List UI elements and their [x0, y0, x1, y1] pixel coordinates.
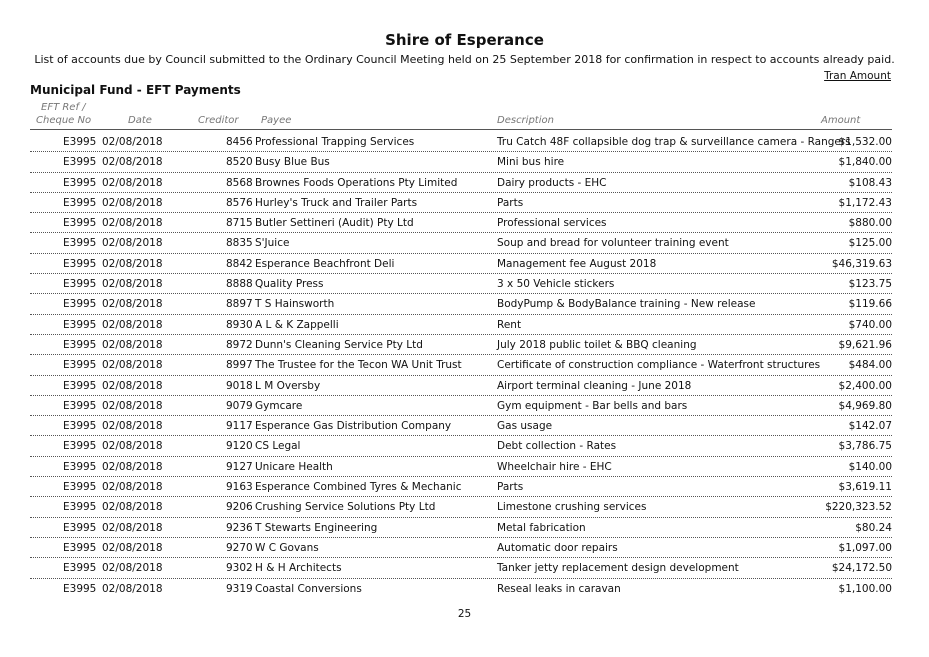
header-creditor: Creditor: [198, 115, 239, 126]
creditor-cell: 8568: [226, 176, 253, 189]
ref-cell: E3995: [63, 521, 97, 534]
amount-cell: $142.07: [848, 420, 892, 433]
ref-cell: E3995: [63, 582, 97, 595]
date-cell: 02/08/2018: [102, 379, 163, 392]
date-cell: 02/08/2018: [102, 298, 163, 311]
table-row: [30, 376, 892, 396]
payee-cell: Crushing Service Solutions Pty Ltd: [255, 501, 436, 514]
date-cell: 02/08/2018: [102, 501, 163, 514]
table-row: [30, 396, 892, 416]
payee-cell: Gymcare: [255, 399, 303, 412]
payee-cell: Busy Blue Bus: [255, 156, 330, 169]
description-cell: Airport terminal cleaning - June 2018: [497, 379, 692, 392]
amount-cell: $1,840.00: [838, 156, 892, 169]
table-row: [30, 274, 892, 294]
amount-cell: $1,097.00: [838, 541, 892, 554]
description-cell: Soup and bread for volunteer training event: [497, 237, 729, 250]
table-row: [30, 132, 892, 152]
description-cell: Management fee August 2018: [497, 257, 657, 270]
payee-cell: W C Govans: [255, 541, 319, 554]
ref-cell: E3995: [63, 196, 97, 209]
date-cell: 02/08/2018: [102, 338, 163, 351]
amount-cell: $108.43: [848, 176, 892, 189]
date-cell: 02/08/2018: [102, 237, 163, 250]
header-description: Description: [497, 115, 554, 126]
creditor-cell: 8897: [226, 298, 253, 311]
payee-cell: Unicare Health: [255, 460, 333, 473]
description-cell: Gym equipment - Bar bells and bars: [497, 399, 688, 412]
date-cell: 02/08/2018: [102, 136, 163, 148]
table-row: [30, 416, 892, 436]
section-title: Municipal Fund - EFT Payments: [30, 83, 241, 97]
payments-table: [30, 132, 892, 599]
creditor-cell: 8842: [226, 257, 253, 270]
creditor-cell: 9120: [226, 440, 253, 453]
creditor-cell: 8930: [226, 318, 253, 331]
date-cell: 02/08/2018: [102, 521, 163, 534]
table-row: [30, 558, 892, 578]
date-cell: 02/08/2018: [102, 582, 163, 595]
table-row: [30, 152, 892, 172]
creditor-cell: 9302: [226, 562, 253, 575]
description-cell: Parts: [497, 481, 524, 494]
ref-cell: E3995: [63, 359, 97, 372]
header-ref-line1: EFT Ref /: [41, 102, 86, 113]
ref-cell: E3995: [63, 440, 97, 453]
amount-cell: $4,969.80: [838, 399, 892, 412]
ref-cell: E3995: [63, 217, 97, 230]
tran-amount-label: Tran Amount: [824, 70, 891, 82]
date-cell: 02/08/2018: [102, 156, 163, 169]
creditor-cell: 8715: [226, 217, 253, 230]
description-cell: Wheelchair hire - EHC: [497, 460, 612, 473]
payee-cell: T Stewarts Engineering: [255, 521, 378, 534]
table-row: [30, 213, 892, 233]
date-cell: 02/08/2018: [102, 420, 163, 433]
description-cell: Rent: [497, 318, 522, 331]
description-cell: Tanker jetty replacement design development: [497, 562, 739, 575]
payee-cell: Coastal Conversions: [255, 582, 362, 595]
payee-cell: Esperance Combined Tyres & Mechanic: [255, 481, 462, 494]
amount-cell: $2,400.00: [838, 379, 892, 392]
amount-cell: $220,323.52: [825, 501, 892, 514]
date-cell: 02/08/2018: [102, 278, 163, 291]
payee-cell: CS Legal: [255, 440, 301, 453]
header-amount: Amount: [821, 115, 861, 126]
amount-cell: $123.75: [848, 278, 892, 291]
table-row: [30, 477, 892, 497]
table-row: [30, 294, 892, 314]
page-number: 25: [457, 608, 472, 620]
date-cell: 02/08/2018: [102, 481, 163, 494]
creditor-cell: 9319: [226, 582, 253, 595]
ref-cell: E3995: [63, 501, 97, 514]
date-cell: 02/08/2018: [102, 257, 163, 270]
description-cell: Automatic door repairs: [497, 541, 618, 554]
amount-cell: $3,619.11: [838, 481, 892, 494]
creditor-cell: 8997: [226, 359, 253, 372]
ref-cell: E3995: [63, 338, 97, 351]
creditor-cell: 8576: [226, 196, 253, 209]
description-cell: BodyPump & BodyBalance training - New release: [497, 298, 756, 311]
page-title: Shire of Esperance: [385, 31, 544, 49]
date-cell: 02/08/2018: [102, 541, 163, 554]
amount-cell: $740.00: [848, 318, 892, 331]
payee-cell: Hurley's Truck and Trailer Parts: [255, 196, 418, 209]
ref-cell: E3995: [63, 237, 97, 250]
description-cell: 3 x 50 Vehicle stickers: [497, 278, 615, 291]
payee-cell: The Trustee for the Tecon WA Unit Trust: [255, 359, 462, 372]
creditor-cell: 8972: [226, 338, 253, 351]
ref-cell: E3995: [63, 460, 97, 473]
table-row: [30, 173, 892, 193]
date-cell: 02/08/2018: [102, 359, 163, 372]
description-cell: Professional services: [497, 217, 607, 230]
date-cell: 02/08/2018: [102, 399, 163, 412]
amount-cell: $80.24: [855, 521, 892, 534]
description-cell: July 2018 public toilet & BBQ cleaning: [497, 338, 697, 351]
payee-cell: Professional Trapping Services: [255, 136, 415, 148]
date-cell: 02/08/2018: [102, 562, 163, 575]
table-row: [30, 457, 892, 477]
ref-cell: E3995: [63, 257, 97, 270]
payee-cell: S'Juice: [255, 237, 290, 250]
table-row: [30, 193, 892, 213]
table-row: [30, 335, 892, 355]
description-cell: Debt collection - Rates: [497, 440, 617, 453]
amount-cell: $1,172.43: [838, 196, 892, 209]
table-row: [30, 436, 892, 456]
description-cell: Parts: [497, 196, 524, 209]
creditor-cell: 8456: [226, 136, 253, 148]
ref-cell: E3995: [63, 399, 97, 412]
payee-cell: H & H Architects: [255, 562, 342, 575]
payee-cell: T S Hainsworth: [255, 298, 335, 311]
payee-cell: A L & K Zappelli: [255, 318, 339, 331]
creditor-cell: 9236: [226, 521, 253, 534]
amount-cell: $46,319.63: [831, 257, 892, 270]
header-payee: Payee: [261, 115, 292, 126]
amount-cell: $484.00: [848, 359, 892, 372]
date-cell: 02/08/2018: [102, 176, 163, 189]
table-row: [30, 518, 892, 538]
date-cell: 02/08/2018: [102, 318, 163, 331]
table-row: [30, 497, 892, 517]
description-cell: Limestone crushing services: [497, 501, 647, 514]
header-ref-line2: Cheque No: [36, 115, 92, 126]
ref-cell: E3995: [63, 562, 97, 575]
ref-cell: E3995: [63, 176, 97, 189]
table-row: [30, 538, 892, 558]
header-date: Date: [128, 115, 152, 126]
ref-cell: E3995: [63, 136, 97, 148]
ref-cell: E3995: [63, 156, 97, 169]
amount-cell: $140.00: [848, 460, 892, 473]
amount-cell: $9,621.96: [838, 338, 892, 351]
ref-cell: E3995: [63, 318, 97, 331]
table-row: [30, 315, 892, 335]
date-cell: 02/08/2018: [102, 196, 163, 209]
description-cell: Reseal leaks in caravan: [497, 582, 621, 595]
creditor-cell: 9270: [226, 541, 253, 554]
ref-cell: E3995: [63, 541, 97, 554]
amount-cell: $125.00: [848, 237, 892, 250]
amount-cell: $1,100.00: [838, 582, 892, 595]
payee-cell: Brownes Foods Operations Pty Limited: [255, 176, 458, 189]
amount-cell: $880.00: [848, 217, 892, 230]
page-subtitle: List of accounts due by Council submitted to the Ordinary Council Meeting held on 25 September 2018 for confirmation in respect to accounts already paid.: [34, 53, 895, 66]
table-row: [30, 233, 892, 253]
date-cell: 02/08/2018: [102, 460, 163, 473]
payee-cell: Esperance Beachfront Deli: [255, 257, 395, 270]
description-cell: Certificate of construction compliance - Waterfront structures: [497, 359, 821, 372]
creditor-cell: 9018: [226, 379, 253, 392]
ref-cell: E3995: [63, 278, 97, 291]
creditor-cell: 9117: [226, 420, 253, 433]
amount-cell: $1,532.00: [838, 136, 892, 148]
table-row: [30, 355, 892, 375]
creditor-cell: 9206: [226, 501, 253, 514]
amount-cell: $3,786.75: [838, 440, 892, 453]
creditor-cell: 8520: [226, 156, 253, 169]
table-row: [30, 579, 892, 599]
creditor-cell: 8835: [226, 237, 253, 250]
description-cell: Metal fabrication: [497, 521, 586, 534]
payee-cell: Dunn's Cleaning Service Pty Ltd: [255, 338, 423, 351]
payee-cell: Butler Settineri (Audit) Pty Ltd: [255, 217, 414, 230]
ref-cell: E3995: [63, 420, 97, 433]
payee-cell: L M Oversby: [255, 379, 321, 392]
amount-cell: $119.66: [848, 298, 892, 311]
date-cell: 02/08/2018: [102, 440, 163, 453]
ref-cell: E3995: [63, 298, 97, 311]
description-cell: Mini bus hire: [497, 156, 565, 169]
creditor-cell: 9163: [226, 481, 253, 494]
creditor-cell: 8888: [226, 278, 253, 291]
ref-cell: E3995: [63, 481, 97, 494]
description-cell: Tru Catch 48F collapsible dog trap & surveillance camera - Rangers: [497, 136, 851, 148]
payee-cell: Esperance Gas Distribution Company: [255, 420, 452, 433]
amount-cell: $24,172.50: [831, 562, 892, 575]
creditor-cell: 9127: [226, 460, 253, 473]
ref-cell: E3995: [63, 379, 97, 392]
date-cell: 02/08/2018: [102, 217, 163, 230]
table-row: [30, 254, 892, 274]
description-cell: Dairy products - EHC: [497, 176, 607, 189]
header-divider: [30, 129, 892, 130]
description-cell: Gas usage: [497, 420, 553, 433]
creditor-cell: 9079: [226, 399, 253, 412]
payee-cell: Quality Press: [255, 278, 324, 291]
